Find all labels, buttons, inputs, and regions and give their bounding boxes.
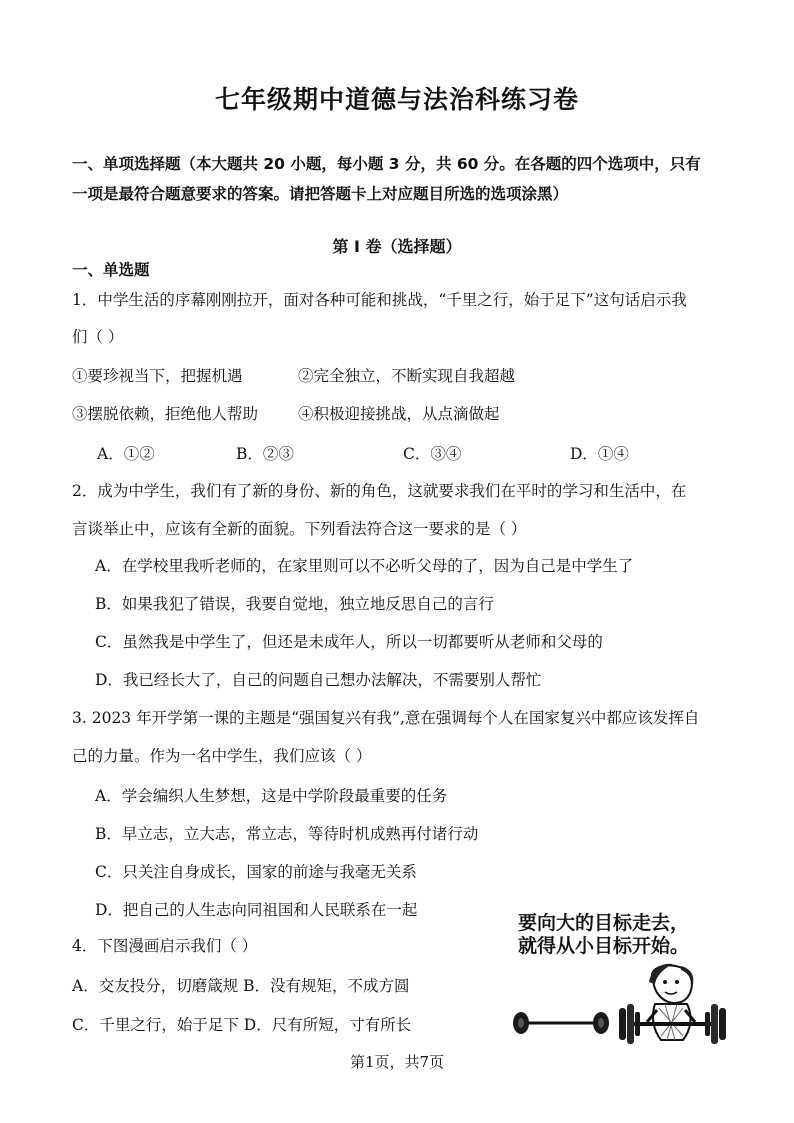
instructions-line-2: 一项是最符合题意要求的答案。请把答题卡上对应题目所选的选项涂黑）	[72, 185, 569, 203]
q3-option-d: D．把自己的人生志向同祖国和人民联系在一起	[95, 901, 418, 919]
cartoon-caption-line-2: 就得从小目标开始。	[518, 935, 690, 957]
cartoon-caption-line-1: 要向大的目标走去，	[518, 912, 690, 934]
page-footer: 第1页，共7页	[349, 1053, 445, 1071]
q1-option-b: B．②③	[236, 445, 294, 463]
q1-option-c: C．③④	[403, 445, 462, 463]
q2-option-d: D．我已经长大了，自己的问题自己想办法解决，不需要别人帮忙	[95, 671, 542, 689]
q2-option-b: B．如果我犯了错误，我要自觉地，独立地反思自己的言行	[95, 595, 494, 613]
q3-option-c: C．只关注自身成长，国家的前途与我毫无关系	[95, 863, 417, 881]
q1-option-a: A．①②	[97, 445, 155, 463]
q3-stem-line-2: 己的力量。作为一名中学生，我们应该（ ）	[72, 747, 372, 765]
q3-stem-line-1: 3. 2023 年开学第一课的主题是“强国复兴有我”,意在强调每个人在国家复兴中都应该发挥自	[72, 709, 700, 727]
instructions-line-1: 一、单项选择题（本大题共 20 小题，每小题 3 分，共 60 分。在各题的四个选项中，只有	[72, 155, 701, 173]
section-title: 第 I 卷（选择题）	[332, 237, 462, 256]
q4-options-cd: C．千里之行，始于足下 D．尺有所短，寸有所长	[72, 1016, 412, 1034]
q2-option-c: C．虽然我是中学生了，但还是未成年人，所以一切都要听从老师和父母的	[95, 633, 603, 651]
lifter-figure-icon	[647, 964, 695, 1040]
q1-stem-line-2: 们（ ）	[72, 328, 124, 346]
q1-statement-4: ④积极迎接挑战，从点滴做起	[298, 405, 500, 423]
q1-option-d: D．①④	[570, 445, 629, 463]
q3-option-b: B．早立志，立大志，常立志，等待时机成熟再付诸行动	[95, 825, 479, 843]
cartoon-caption	[518, 912, 689, 958]
q3-option-a: A．学会编织人生梦想，这是中学阶段最重要的任务	[95, 787, 448, 805]
q1-statement-3: ③摆脱依赖，拒绝他人帮助	[72, 405, 259, 423]
q4-stem: 4．下图漫画启示我们（ ）	[72, 937, 258, 955]
q1-statement-2: ②完全独立，不断实现自我超越	[298, 367, 516, 385]
subsection-title: 一、单选题	[72, 261, 150, 279]
q1-statement-1: ①要珍视当下，把握机遇	[72, 367, 243, 385]
q2-option-a: A．在学校里我听老师的，在家里则可以不必听父母的了，因为自己是中学生了	[95, 557, 634, 575]
q4-options-ab: A．交友投分，切磨箴规 B．没有规矩，不成方圆	[72, 977, 410, 995]
q2-stem-line-1: 2．成为中学生，我们有了新的身份、新的角色，这就要求我们在平时的学习和生活中，在	[72, 482, 687, 500]
page-title: 七年级期中道德与法治科练习卷	[214, 85, 579, 114]
q2-stem-line-2: 言谈举止中，应该有全新的面貌。下列看法符合这一要求的是（ ）	[72, 520, 527, 538]
weightlifter-cartoon	[505, 958, 745, 1050]
q1-stem-line-1: 1．中学生活的序幕刚刚拉开，面对各种可能和挑战，“千里之行，始于足下”这句话启示我	[72, 291, 687, 309]
small-barbell-icon	[513, 1012, 609, 1034]
